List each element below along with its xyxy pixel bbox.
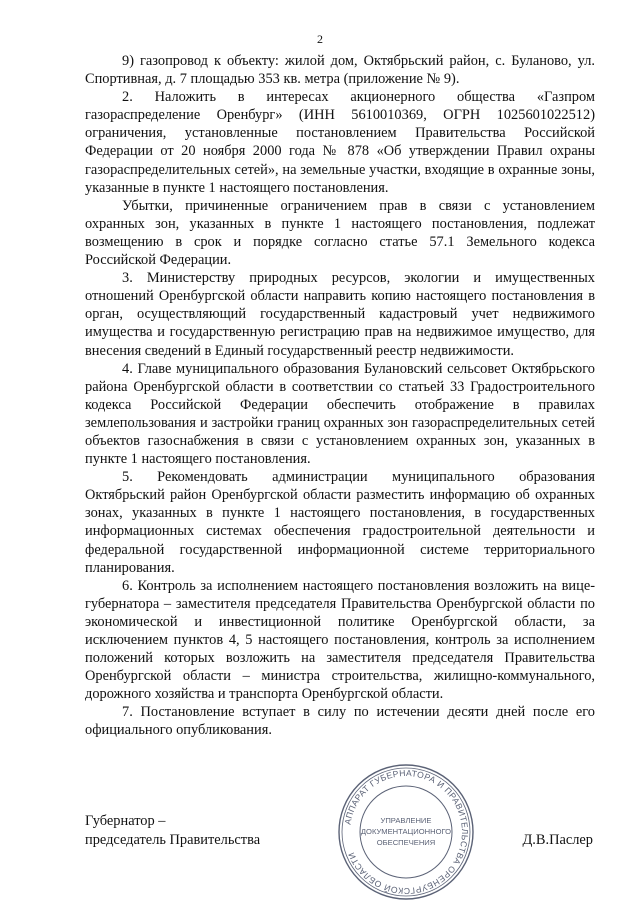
paragraph-item-9: 9) газопровод к объекту: жилой дом, Октябрьский район, с. Буланово, ул. Спортивная, д. 7 площадью 353 кв. метра (приложение № 9).	[85, 53, 595, 88]
paragraph-2: 2. Наложить в интересах акционерного общества «Газпром газораспределение Оренбург» (ИНН 5610010369, ОГРН 1025601022512) ограничения, установленные постановлением Правительства Российской Федерации от 20 ноября 2000 года № 878 «Об утверждении Правил охраны газораспределительных сетей», на земельные участки, входящие в охранные зоны, указанные в пункте 1 настоящего постановления.	[85, 89, 595, 196]
stamp-center-line-3: ОБЕСПЕЧЕНИЯ	[376, 838, 436, 847]
stamp-ring-text: АППАРАТ ГУБЕРНАТОРА И ПРАВИТЕЛЬСТВА ОРЕНБУРГСКОЙ ОБЛАСТИ	[342, 767, 471, 897]
document-body	[85, 52, 595, 740]
paragraph-5: 5. Рекомендовать администрации муниципального образования Октябрьский район Оренбургской области разместить информацию об охранных зонах, указанных в пункте 1 настоящего постановления, в государственных информационных системах обеспечения градостроительной деятельности и федеральной государственной информационной системе территориального планирования.	[85, 469, 595, 576]
signatory-position	[85, 812, 260, 850]
paragraph-2-damages: Убытки, причиненные ограничением прав в связи с установлением охранных зон, указанных в пункте 1 настоящего постановления, подлежат возмещению в срок и порядке согласно статье 57.1 Земельного кодекса Российской Федерации.	[85, 197, 595, 269]
stamp-center-line-2: ДОКУМЕНТАЦИОННОГО	[360, 827, 452, 836]
paragraph-3: 3. Министерству природных ресурсов, экологии и имущественных отношений Оренбургской области направить копию настоящего постановления в орган, осуществляющий государственный кадастровый учет недвижимого имущества и государственную регистрацию прав на недвижимое имущество, для внесения сведений в Единый государственный реестр недвижимости.	[85, 270, 595, 359]
signatory-name: Д.В.Паслер	[522, 832, 593, 848]
signatory-position-line-2: председатель Правительства	[85, 832, 261, 848]
paragraph-7: 7. Постановление вступает в силу по истечении десяти дней после его официального опубликования.	[85, 704, 595, 739]
page-number: 2	[317, 32, 323, 46]
paragraph-4: 4. Главе муниципального образования Булановский сельсовет Октябрьского района Оренбургской области в соответствии со статьей 33 Градостроительного кодекса Российской Федерации обеспечить отображение в правилах землепользования и застройки границ охранных зон газораспределительных сетей объектов газоснабжения в связи с установлением охранных зон, указанных в пункте 1 настоящего постановления.	[85, 360, 595, 468]
paragraph-6: 6. Контроль за исполнением настоящего постановления возложить на вице-губернатора – заместителя председателя Правительства Оренбургской области по экономической и инвестиционной политике Оренбургской области, за исключением пунктов 4, 5 настоящего постановления, контроль за исполнением положений которых возложить на заместителя председателя Правительства Оренбургской области – министра строительства, жилищно-коммунального, дорожного хозяйства и транспорта Оренбургской области.	[85, 577, 595, 703]
signatory-position-line-1: Губернатор –	[85, 813, 166, 829]
official-seal-stamp	[336, 762, 476, 902]
stamp-center-line-1: УПРАВЛЕНИЕ	[380, 816, 432, 825]
